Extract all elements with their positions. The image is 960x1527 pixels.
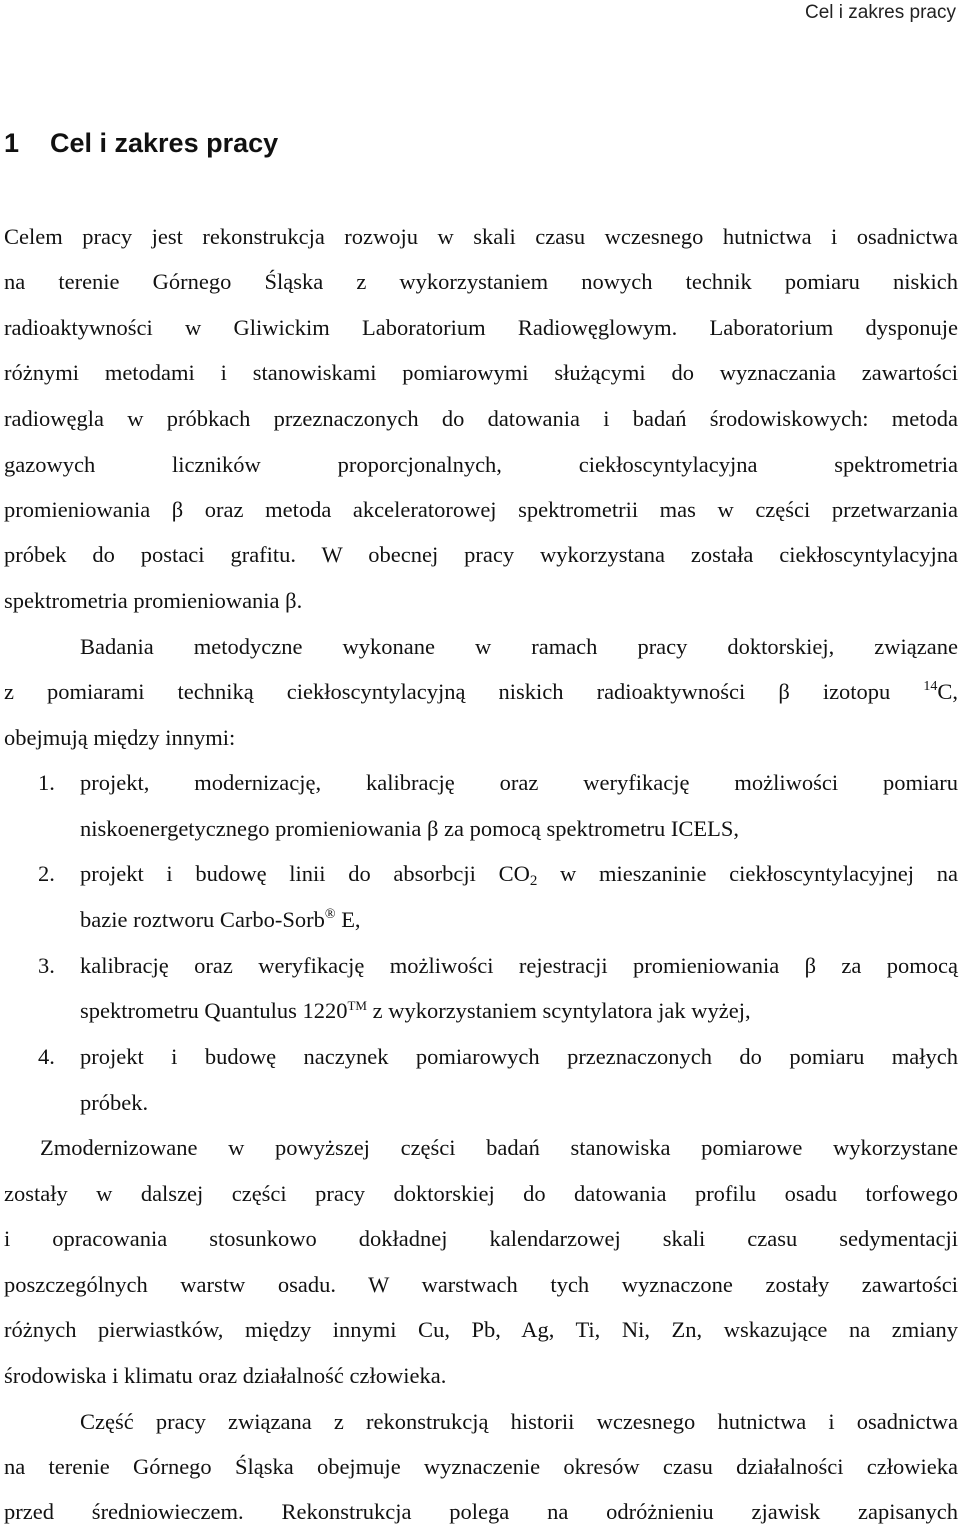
text-line: Badania metodyczne wykonane w ramach pracy doktorskiej, związane: [80, 634, 958, 659]
text-line: Część pracy związana z rekonstrukcją historii wczesnego hutnictwa i osadnictwa: [80, 1409, 958, 1434]
list-item-line: [80, 905, 958, 935]
text-line: radioaktywności w Gliwickim Laboratorium Radiowęglowym. Laboratorium dysponuje: [4, 315, 958, 340]
text-line: gazowych liczników proporcjonalnych, ciekłoscyntylacyjna spektrometria: [4, 452, 958, 477]
text-fragment: spektrometru Quantulus 1220: [80, 998, 348, 1023]
chapter-heading: [4, 128, 278, 159]
text-line: Celem pracy jest rekonstrukcja rozwoju w skali czasu wczesnego hutnictwa i osadnictwa: [4, 224, 958, 249]
text-line: na terenie Górnego Śląska z wykorzystaniem nowych technik pomiaru niskich: [4, 269, 958, 294]
text-fragment: C,: [937, 679, 958, 704]
text-line: przed średniowieczem. Rekonstrukcja polega na odróżnieniu zjawisk zapisanych: [4, 1499, 958, 1524]
chapter-title: Cel i zakres pracy: [50, 128, 279, 158]
list-item-line: projekt, modernizację, kalibrację oraz weryfikację możliwości pomiaru: [80, 770, 958, 795]
list-item-number: 3.: [38, 953, 55, 978]
list-item-line: [80, 996, 958, 1026]
running-header: Cel i zakres pracy: [805, 2, 956, 23]
subscript: 2: [529, 873, 538, 889]
text-fragment: z wykorzystaniem scyntylatora jak wyżej,: [366, 998, 751, 1023]
text-fragment: bazie roztworu Carbo-Sorb: [80, 907, 325, 932]
text-fragment: projekt i budowę linii do absorbcji CO: [80, 861, 530, 886]
text-line: spektrometria promieniowania β.: [4, 588, 303, 613]
text-fragment: w mieszaninie ciekłoscyntylacyjnej na: [537, 861, 958, 886]
text-line: na terenie Górnego Śląska obejmuje wyznaczenie okresów czasu działalności człowieka: [4, 1454, 958, 1479]
isotope-superscript: 14: [923, 679, 938, 694]
text-line: Zmodernizowane w powyższej części badań stanowiska pomiarowe wykorzystane: [40, 1135, 958, 1160]
text-fragment: E,: [335, 907, 361, 932]
text-line: różnymi metodami i stanowiskami pomiarowymi służącymi do wyznaczania zawartości: [4, 360, 958, 385]
text-fragment: z pomiarami techniką ciekłoscyntylacyjną niskich radioaktywności β izotopu: [4, 679, 891, 704]
list-item-line: niskoenergetycznego promieniowania β za pomocą spektrometru ICELS,: [80, 816, 739, 841]
text-line: [4, 677, 958, 707]
list-item-line: projekt i budowę naczynek pomiarowych przeznaczonych do pomiaru małych: [80, 1044, 958, 1069]
text-line: różnych pierwiastków, między innymi Cu, Pb, Ag, Ti, Ni, Zn, wskazujące na zmiany: [4, 1317, 958, 1342]
registered-mark: ®: [324, 907, 336, 922]
text-line: poszczególnych warstw osadu. W warstwach tych wyznaczone zostały zawartości: [4, 1272, 958, 1297]
chapter-number: 1: [4, 128, 20, 158]
text-line: próbek do postaci grafitu. W obecnej pracy wykorzystana została ciekłoscyntylacyjna: [4, 542, 958, 567]
text-line: promieniowania β oraz metoda akceleratorowej spektrometrii mas w części przetwarzania: [4, 497, 958, 522]
list-item-line: [80, 859, 958, 889]
list-item-number: 4.: [38, 1044, 55, 1069]
list-item-number: 1.: [38, 770, 55, 795]
text-line: i opracowania stosunkowo dokładnej kalendarzowej skali czasu sedymentacji: [4, 1226, 958, 1251]
list-item-line: próbek.: [80, 1090, 149, 1115]
list-item-line: kalibrację oraz weryfikację możliwości rejestracji promieniowania β za pomocą: [80, 953, 958, 978]
text-line: zostały w dalszej części pracy doktorskiej do datowania profilu osadu torfowego: [4, 1181, 958, 1206]
text-line: środowiska i klimatu oraz działalność człowieka.: [4, 1363, 447, 1388]
text-line: radiowęgla w próbkach przeznaczonych do datowania i badań środowiskowych: metoda: [4, 406, 958, 431]
list-item-number: 2.: [38, 861, 55, 886]
trademark-mark: TM: [347, 998, 367, 1013]
text-line: obejmują między innymi:: [4, 725, 236, 750]
